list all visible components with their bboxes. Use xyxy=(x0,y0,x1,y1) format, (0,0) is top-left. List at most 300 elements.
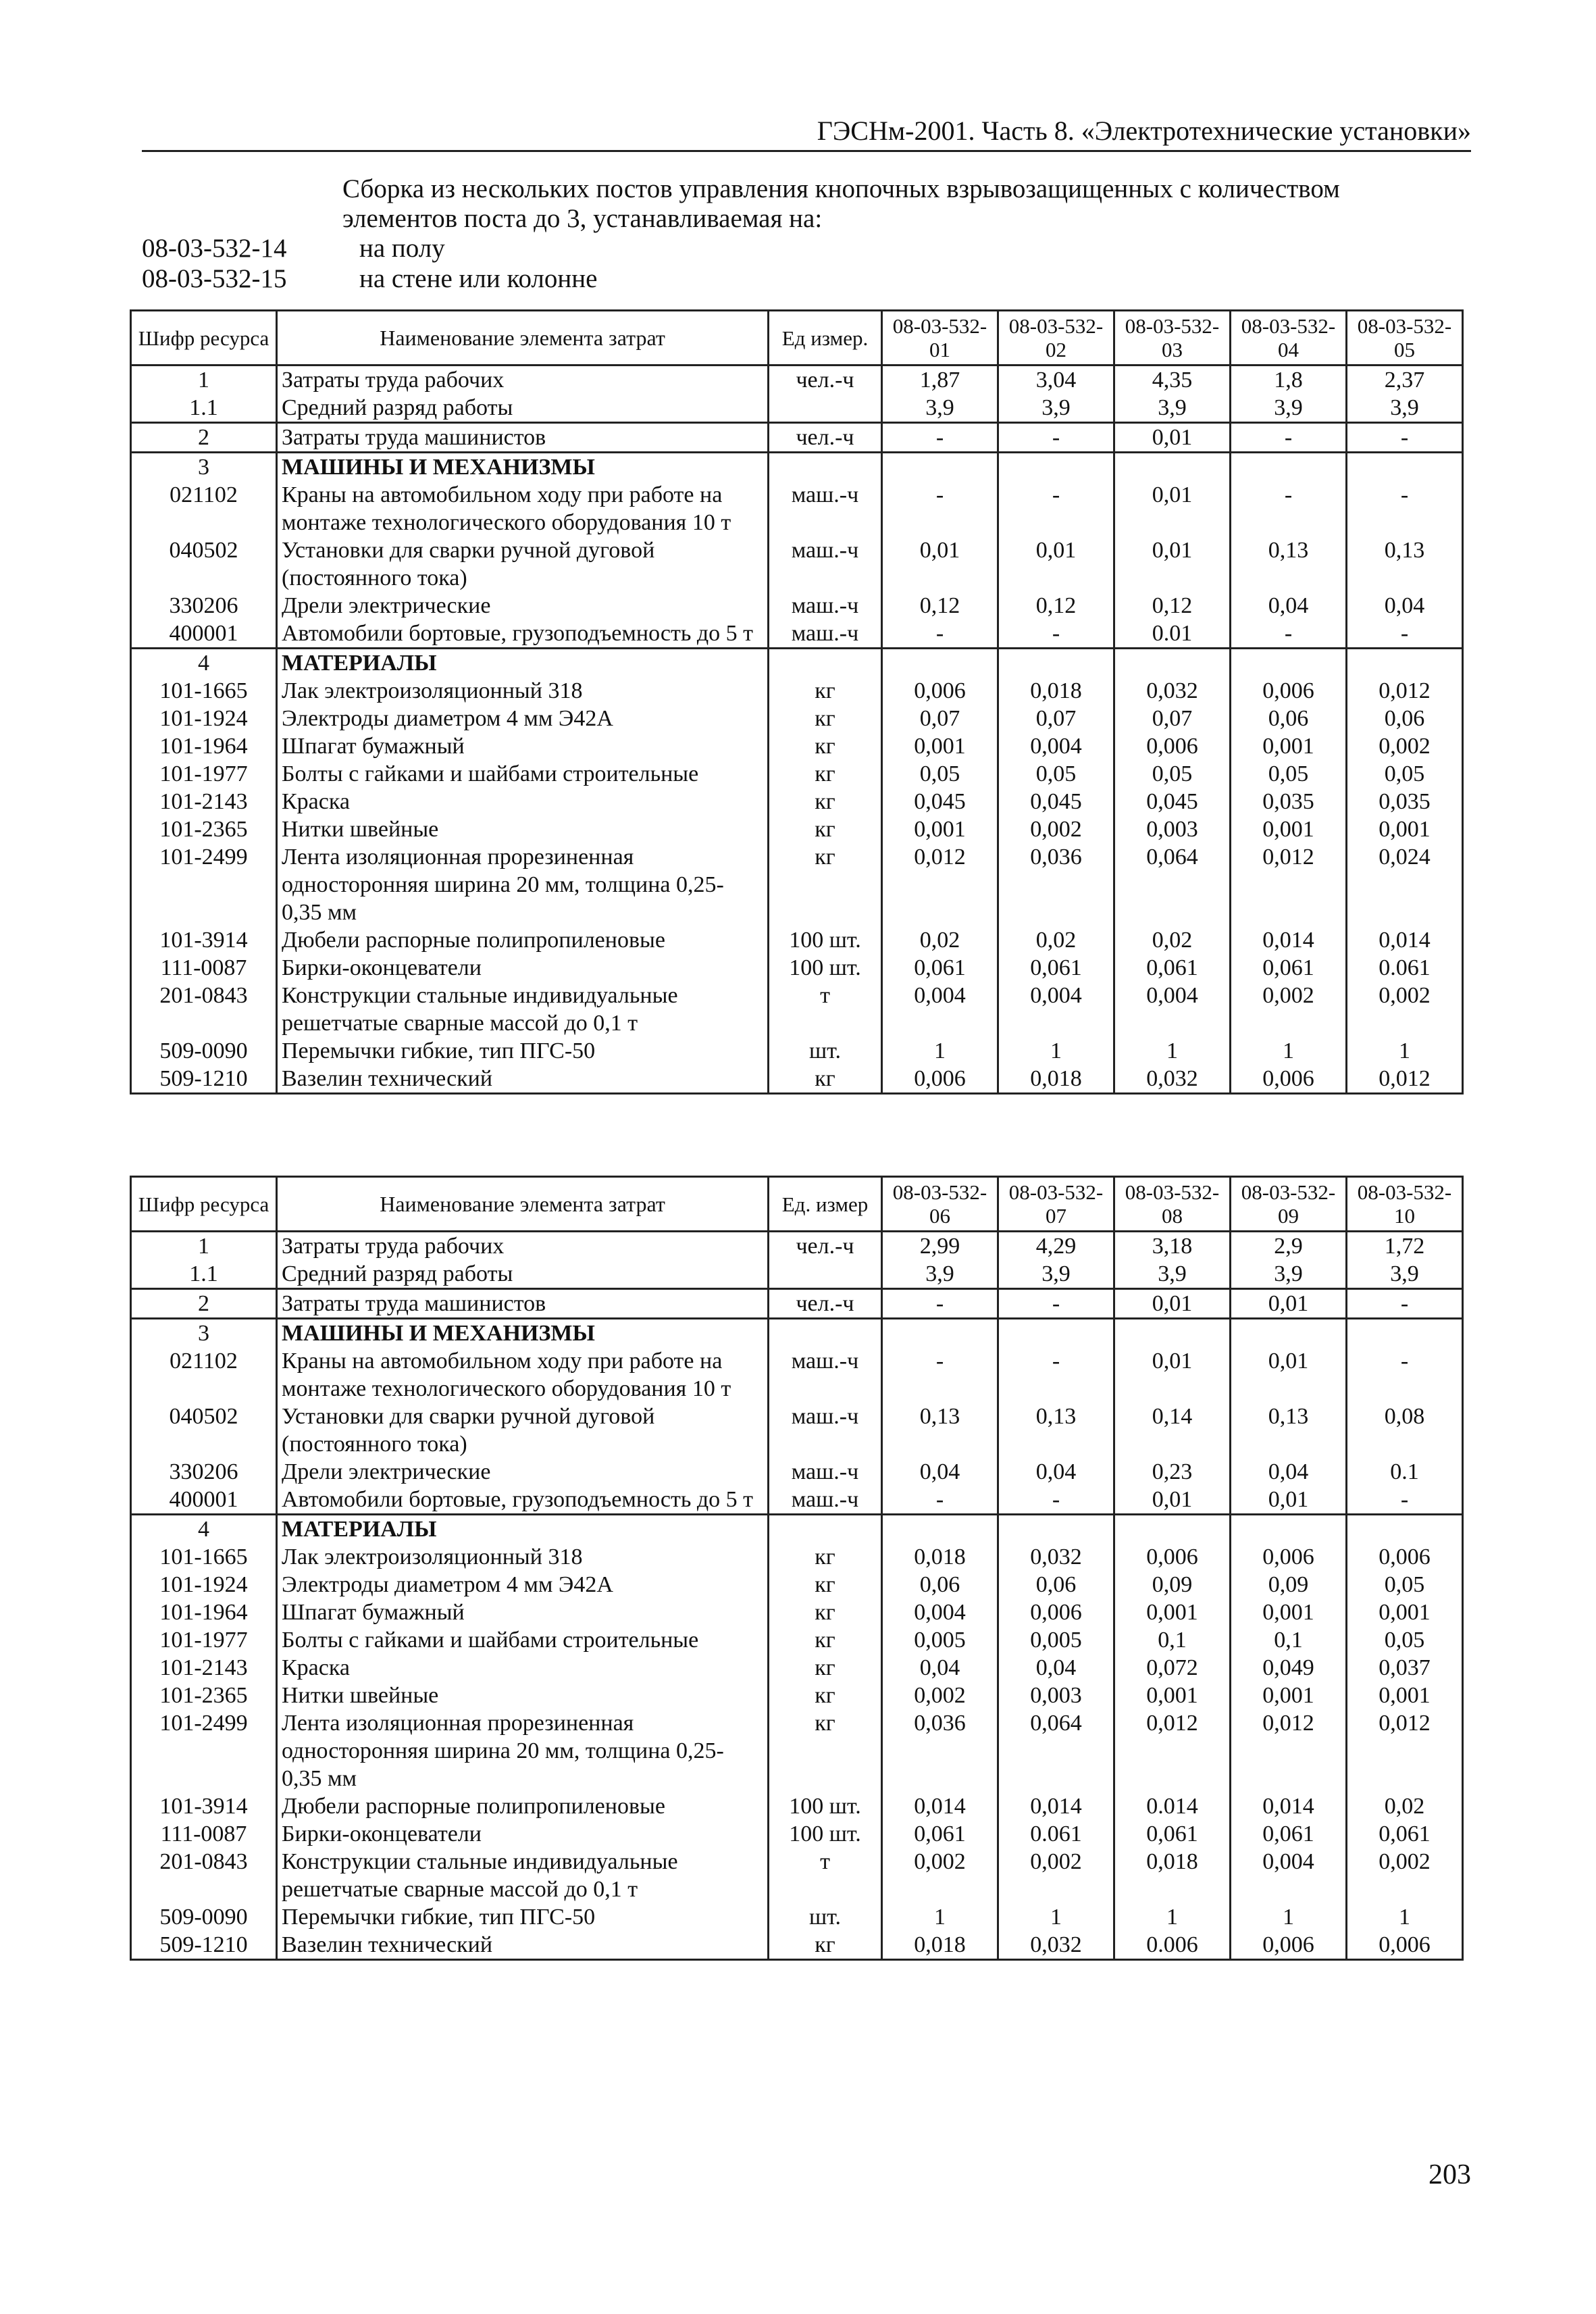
row-value: 0,006 xyxy=(1231,1931,1347,1960)
row-name: Электроды диаметром 4 мм Э42А xyxy=(277,1571,769,1599)
row-name: Перемычки гибкие, тип ПГС-50 xyxy=(277,1903,769,1931)
row-value: 0,002 xyxy=(1347,982,1463,1037)
row-value: 0,006 xyxy=(1347,1543,1463,1571)
row-value: 0,014 xyxy=(1231,1792,1347,1820)
table-row xyxy=(131,1486,1463,1515)
row-code: 021102 xyxy=(131,481,277,536)
row-value: 0,032 xyxy=(998,1931,1114,1960)
row-value: 3,9 xyxy=(882,394,998,423)
row-value: 3,04 xyxy=(998,366,1114,395)
row-value: 0,003 xyxy=(1114,815,1231,843)
row-value: 0,01 xyxy=(1114,1289,1231,1319)
row-value: 0,045 xyxy=(1114,788,1231,815)
row-name: Нитки швейные xyxy=(277,1682,769,1709)
row-value: 0,045 xyxy=(998,788,1114,815)
table-row xyxy=(131,982,1463,1037)
row-value: 0,061 xyxy=(1231,954,1347,982)
row-unit: кг xyxy=(769,760,882,788)
table-row xyxy=(131,620,1463,649)
row-unit: т xyxy=(769,1848,882,1903)
row-value: - xyxy=(1347,423,1463,453)
row-unit xyxy=(769,453,882,482)
row-value: 0,006 xyxy=(1347,1931,1463,1960)
row-value: 0,061 xyxy=(1347,1820,1463,1848)
header-norm-code: 08-03-532-02 xyxy=(998,311,1114,366)
row-name: Лак электроизоляционный 318 xyxy=(277,677,769,705)
row-value: 0,032 xyxy=(998,1543,1114,1571)
row-value: - xyxy=(998,423,1114,453)
table-row xyxy=(131,1626,1463,1654)
row-value: 0,001 xyxy=(882,815,998,843)
table-row xyxy=(131,366,1463,395)
table-row xyxy=(131,1260,1463,1289)
table-row xyxy=(131,1792,1463,1820)
row-value: 0,035 xyxy=(1231,788,1347,815)
row-value xyxy=(998,1319,1114,1348)
row-value: - xyxy=(882,423,998,453)
header-name: Наименование элемента затрат xyxy=(277,1177,769,1232)
row-value: 0,12 xyxy=(998,592,1114,620)
row-value: 0,14 xyxy=(1114,1403,1231,1458)
header-norm-code: 08-03-532-04 xyxy=(1231,311,1347,366)
row-code: 509-1210 xyxy=(131,1931,277,1960)
row-name: Установки для сварки ручной дуговой (постоянного тока) xyxy=(277,1403,769,1458)
row-value: 3,9 xyxy=(1114,1260,1231,1289)
table-row xyxy=(131,1903,1463,1931)
row-code: 101-2143 xyxy=(131,1654,277,1682)
row-value: 0,08 xyxy=(1347,1403,1463,1458)
row-code: 101-1964 xyxy=(131,1599,277,1626)
row-value: 0,001 xyxy=(1347,815,1463,843)
row-unit: кг xyxy=(769,705,882,732)
row-value: - xyxy=(882,481,998,536)
row-value xyxy=(1114,1515,1231,1544)
row-value: 3,9 xyxy=(998,394,1114,423)
row-value: 0,018 xyxy=(1114,1848,1231,1903)
row-unit: 100 шт. xyxy=(769,926,882,954)
row-value: 4,35 xyxy=(1114,366,1231,395)
row-value: 0,04 xyxy=(998,1654,1114,1682)
row-value: 0,002 xyxy=(882,1682,998,1709)
row-name: Затраты труда машинистов xyxy=(277,423,769,453)
table-row xyxy=(131,536,1463,592)
row-value: 0,006 xyxy=(882,1065,998,1094)
header-norm-code: 08-03-532-05 xyxy=(1347,311,1463,366)
row-value: 0,01 xyxy=(1114,1347,1231,1403)
item-text-14: на полу xyxy=(359,234,445,263)
row-value: 0,05 xyxy=(1347,1571,1463,1599)
row-value: 1,87 xyxy=(882,366,998,395)
row-value: 0,002 xyxy=(998,815,1114,843)
row-value: 0,1 xyxy=(1114,1626,1231,1654)
row-code: 330206 xyxy=(131,1458,277,1486)
intro-line-2: элементов поста до 3, устанавливаемая на: xyxy=(342,204,823,233)
row-unit xyxy=(769,649,882,678)
row-value xyxy=(882,1515,998,1544)
row-value: 0,05 xyxy=(1347,1626,1463,1654)
row-unit: 100 шт. xyxy=(769,1820,882,1848)
row-value: 0,032 xyxy=(1114,1065,1231,1094)
row-value: 0,061 xyxy=(998,954,1114,982)
row-value: 0,05 xyxy=(882,760,998,788)
row-code: 101-3914 xyxy=(131,926,277,954)
row-code: 509-0090 xyxy=(131,1903,277,1931)
row-code: 101-2143 xyxy=(131,788,277,815)
row-value: - xyxy=(998,1289,1114,1319)
table-row xyxy=(131,1599,1463,1626)
row-value: 0,037 xyxy=(1347,1654,1463,1682)
row-unit xyxy=(769,1515,882,1544)
item-text-15: на стене или колонне xyxy=(359,264,598,293)
row-value xyxy=(882,1319,998,1348)
row-value: - xyxy=(1347,1289,1463,1319)
row-value: 0,064 xyxy=(998,1709,1114,1792)
table-row xyxy=(131,453,1463,482)
row-value: 0,07 xyxy=(882,705,998,732)
table-row xyxy=(131,649,1463,678)
row-value xyxy=(998,1515,1114,1544)
table-row xyxy=(131,1515,1463,1544)
row-unit: чел.-ч xyxy=(769,1289,882,1319)
row-name: Дюбели распорные полипропиленовые xyxy=(277,926,769,954)
row-value xyxy=(1114,1319,1231,1348)
row-value: 0,04 xyxy=(998,1458,1114,1486)
row-value: 0,002 xyxy=(1347,732,1463,760)
row-unit: маш.-ч xyxy=(769,1347,882,1403)
row-value: 1 xyxy=(1114,1037,1231,1065)
row-code: 1.1 xyxy=(131,394,277,423)
row-value: 0,004 xyxy=(998,732,1114,760)
row-code: 111-0087 xyxy=(131,954,277,982)
table-row xyxy=(131,843,1463,926)
row-unit: кг xyxy=(769,788,882,815)
row-name: Лак электроизоляционный 318 xyxy=(277,1543,769,1571)
row-code: 201-0843 xyxy=(131,982,277,1037)
row-code: 101-2365 xyxy=(131,1682,277,1709)
row-name: Шпагат бумажный xyxy=(277,732,769,760)
row-code: 330206 xyxy=(131,592,277,620)
row-value: 0,032 xyxy=(1114,677,1231,705)
row-name: МАШИНЫ И МЕХАНИЗМЫ xyxy=(277,1319,769,1348)
row-code: 509-0090 xyxy=(131,1037,277,1065)
row-value: 0,003 xyxy=(998,1682,1114,1709)
row-value: 3,9 xyxy=(998,1260,1114,1289)
row-value: - xyxy=(1347,620,1463,649)
table-row xyxy=(131,1347,1463,1403)
table-header-row xyxy=(131,1177,1463,1232)
row-value: 3,18 xyxy=(1114,1232,1231,1261)
row-value: 0.01 xyxy=(1114,620,1231,649)
intro-line-1: Сборка из нескольких постов управления кнопочных взрывозащищенных с количеством xyxy=(342,174,1340,203)
row-value: 0,002 xyxy=(1347,1848,1463,1903)
row-value: 0,001 xyxy=(1347,1599,1463,1626)
row-unit: чел.-ч xyxy=(769,366,882,395)
row-value: 0,01 xyxy=(1231,1289,1347,1319)
header-code: Шифр ресурса xyxy=(131,1177,277,1232)
row-value: 3,9 xyxy=(1114,394,1231,423)
table-row xyxy=(131,732,1463,760)
row-value: 0,061 xyxy=(882,954,998,982)
row-unit: кг xyxy=(769,1682,882,1709)
row-value xyxy=(998,453,1114,482)
table-row xyxy=(131,1931,1463,1960)
row-value: 0,005 xyxy=(998,1626,1114,1654)
row-value: 0,014 xyxy=(1231,926,1347,954)
row-code: 101-1924 xyxy=(131,705,277,732)
row-value: 0,061 xyxy=(1231,1820,1347,1848)
row-value: 0.1 xyxy=(1347,1458,1463,1486)
row-value: 0,061 xyxy=(1114,1820,1231,1848)
row-name: Конструкции стальные индивидуальные решетчатые сварные массой до 0,1 т xyxy=(277,982,769,1037)
row-value: 4,29 xyxy=(998,1232,1114,1261)
row-unit xyxy=(769,394,882,423)
row-code: 201-0843 xyxy=(131,1848,277,1903)
row-value: 0,001 xyxy=(1231,1682,1347,1709)
row-unit: кг xyxy=(769,843,882,926)
row-value: 1 xyxy=(1231,1037,1347,1065)
row-name: Краска xyxy=(277,788,769,815)
row-code: 101-1964 xyxy=(131,732,277,760)
row-code: 101-1924 xyxy=(131,1571,277,1599)
row-value: 0,001 xyxy=(1114,1682,1231,1709)
row-value: 0,072 xyxy=(1114,1654,1231,1682)
row-name: Бирки-оконцеватели xyxy=(277,954,769,982)
row-value: 0,064 xyxy=(1114,843,1231,926)
table-row xyxy=(131,1709,1463,1792)
row-value: 0.014 xyxy=(1114,1792,1231,1820)
row-value: 0,006 xyxy=(1114,1543,1231,1571)
row-value: 0,002 xyxy=(882,1848,998,1903)
header-name: Наименование элемента затрат xyxy=(277,311,769,366)
row-value: 0,004 xyxy=(1231,1848,1347,1903)
header-norm-code: 08-03-532-08 xyxy=(1114,1177,1231,1232)
table-header-row xyxy=(131,311,1463,366)
row-value: - xyxy=(1231,620,1347,649)
row-value: 0,01 xyxy=(1114,423,1231,453)
row-value: - xyxy=(882,620,998,649)
row-value: 0,006 xyxy=(1231,677,1347,705)
header-norm-code: 08-03-532-06 xyxy=(882,1177,998,1232)
row-name: Автомобили бортовые, грузоподъемность до 5 т xyxy=(277,620,769,649)
row-unit: маш.-ч xyxy=(769,1403,882,1458)
row-value xyxy=(1347,1319,1463,1348)
row-value: 0,12 xyxy=(1114,592,1231,620)
row-value: 0,04 xyxy=(1231,1458,1347,1486)
row-value: 0,06 xyxy=(1347,705,1463,732)
row-unit: маш.-ч xyxy=(769,481,882,536)
row-value: 0,012 xyxy=(1231,843,1347,926)
row-code: 101-1977 xyxy=(131,760,277,788)
row-value: - xyxy=(1347,1486,1463,1515)
row-value: 0,012 xyxy=(1347,677,1463,705)
header-title: ГЭСНм-2001. Часть 8. «Электротехнические установки» xyxy=(817,116,1471,146)
row-value: 0,004 xyxy=(1114,982,1231,1037)
row-value: 0,004 xyxy=(882,1599,998,1626)
row-unit: кг xyxy=(769,1599,882,1626)
row-value: 0,01 xyxy=(882,536,998,592)
row-value: 0,006 xyxy=(1231,1543,1347,1571)
row-name: Средний разряд работы xyxy=(277,1260,769,1289)
row-value: 0,06 xyxy=(998,1571,1114,1599)
row-unit: шт. xyxy=(769,1903,882,1931)
row-value: 0,09 xyxy=(1231,1571,1347,1599)
table-row xyxy=(131,705,1463,732)
row-unit: кг xyxy=(769,1065,882,1094)
row-value: 0,061 xyxy=(1114,954,1231,982)
row-code: 1 xyxy=(131,366,277,395)
table-row xyxy=(131,1654,1463,1682)
row-value: 0,045 xyxy=(882,788,998,815)
row-name: Автомобили бортовые, грузоподъемность до 5 т xyxy=(277,1486,769,1515)
row-value: 0,01 xyxy=(1114,536,1231,592)
row-value: 2,37 xyxy=(1347,366,1463,395)
row-value: 0,014 xyxy=(882,1792,998,1820)
row-value: 0,036 xyxy=(998,843,1114,926)
row-value: - xyxy=(1347,481,1463,536)
header-code: Шифр ресурса xyxy=(131,311,277,366)
row-name: МАШИНЫ И МЕХАНИЗМЫ xyxy=(277,453,769,482)
row-value: 0,018 xyxy=(998,677,1114,705)
row-value: 0,01 xyxy=(1231,1486,1347,1515)
row-value: 0,002 xyxy=(1231,982,1347,1037)
row-code: 040502 xyxy=(131,1403,277,1458)
row-value: 1,8 xyxy=(1231,366,1347,395)
row-value: 0,001 xyxy=(1231,1599,1347,1626)
header-norm-code: 08-03-532-03 xyxy=(1114,311,1231,366)
row-value: 0,018 xyxy=(882,1931,998,1960)
row-value: 0,01 xyxy=(998,536,1114,592)
header-norm-code: 08-03-532-09 xyxy=(1231,1177,1347,1232)
row-value: 0,004 xyxy=(998,982,1114,1037)
table-row xyxy=(131,1820,1463,1848)
row-value xyxy=(1347,1515,1463,1544)
row-value: 0,012 xyxy=(1347,1709,1463,1792)
row-code: 400001 xyxy=(131,1486,277,1515)
row-value: 0,02 xyxy=(1114,926,1231,954)
row-value: 0.061 xyxy=(1347,954,1463,982)
row-value: 1 xyxy=(1231,1903,1347,1931)
row-code: 3 xyxy=(131,1319,277,1348)
row-value: 0,06 xyxy=(882,1571,998,1599)
row-value: 0,02 xyxy=(1347,1792,1463,1820)
row-value: 3,9 xyxy=(882,1260,998,1289)
row-name: Вазелин технический xyxy=(277,1931,769,1960)
row-code: 111-0087 xyxy=(131,1820,277,1848)
row-code: 101-2499 xyxy=(131,1709,277,1792)
row-unit: 100 шт. xyxy=(769,1792,882,1820)
table-row xyxy=(131,815,1463,843)
header-norm-code: 08-03-532-07 xyxy=(998,1177,1114,1232)
row-value xyxy=(1231,1319,1347,1348)
row-unit: кг xyxy=(769,1931,882,1960)
table-row xyxy=(131,1319,1463,1348)
row-value: 0,01 xyxy=(1231,1347,1347,1403)
row-value: 0,014 xyxy=(998,1792,1114,1820)
row-name: Дюбели распорные полипропиленовые xyxy=(277,1792,769,1820)
row-value: 2,9 xyxy=(1231,1232,1347,1261)
row-value: - xyxy=(882,1289,998,1319)
row-code: 040502 xyxy=(131,536,277,592)
row-value: 0,012 xyxy=(882,843,998,926)
table-row xyxy=(131,423,1463,453)
row-value: 1 xyxy=(998,1037,1114,1065)
row-name: Бирки-оконцеватели xyxy=(277,1820,769,1848)
row-value: 0,005 xyxy=(882,1626,998,1654)
row-name: Перемычки гибкие, тип ПГС-50 xyxy=(277,1037,769,1065)
table-row xyxy=(131,394,1463,423)
row-value: 0,1 xyxy=(1231,1626,1347,1654)
row-name: Лента изоляционная прорезиненная односторонняя ширина 20 мм, толщина 0,25-0,35 мм xyxy=(277,843,769,926)
row-value: 0,035 xyxy=(1347,788,1463,815)
row-code: 4 xyxy=(131,1515,277,1544)
table-row xyxy=(131,1682,1463,1709)
row-value xyxy=(1114,649,1231,678)
row-unit: 100 шт. xyxy=(769,954,882,982)
running-header xyxy=(142,114,1471,152)
row-value: - xyxy=(998,1347,1114,1403)
row-value: 1 xyxy=(1347,1037,1463,1065)
row-name: Лента изоляционная прорезиненная односторонняя ширина 20 мм, толщина 0,25-0,35 мм xyxy=(277,1709,769,1792)
row-code: 101-1977 xyxy=(131,1626,277,1654)
row-value: 3,9 xyxy=(1231,394,1347,423)
row-unit: кг xyxy=(769,1709,882,1792)
row-unit: шт. xyxy=(769,1037,882,1065)
row-value: 0,006 xyxy=(1114,732,1231,760)
header-unit: Ед. измер xyxy=(769,1177,882,1232)
row-value: 0,018 xyxy=(882,1543,998,1571)
row-value: 0,004 xyxy=(882,982,998,1037)
row-value: 0,061 xyxy=(882,1820,998,1848)
row-value: - xyxy=(882,1486,998,1515)
row-value: 0,04 xyxy=(1347,592,1463,620)
row-name: Установки для сварки ручной дуговой (постоянного тока) xyxy=(277,536,769,592)
row-name: Дрели электрические xyxy=(277,592,769,620)
row-name: Затраты труда рабочих xyxy=(277,1232,769,1261)
table-row xyxy=(131,592,1463,620)
row-value: - xyxy=(1231,481,1347,536)
row-code: 4 xyxy=(131,649,277,678)
row-value: 0,01 xyxy=(1114,481,1231,536)
row-name: МАТЕРИАЛЫ xyxy=(277,649,769,678)
resource-table-2 xyxy=(130,1176,1464,1961)
row-code: 400001 xyxy=(131,620,277,649)
row-value: 0,09 xyxy=(1114,1571,1231,1599)
row-name: МАТЕРИАЛЫ xyxy=(277,1515,769,1544)
row-name: Болты с гайками и шайбами строительные xyxy=(277,1626,769,1654)
table-row xyxy=(131,926,1463,954)
row-value: 0,05 xyxy=(1231,760,1347,788)
row-value xyxy=(998,649,1114,678)
row-code: 021102 xyxy=(131,1347,277,1403)
row-unit xyxy=(769,1260,882,1289)
table-row xyxy=(131,481,1463,536)
row-value: 1 xyxy=(882,1037,998,1065)
row-unit: кг xyxy=(769,1654,882,1682)
row-value: 0,002 xyxy=(998,1848,1114,1903)
row-value: 0,012 xyxy=(1347,1065,1463,1094)
row-value: 0,23 xyxy=(1114,1458,1231,1486)
row-name: Краны на автомобильном ходу при работе на монтаже технологического оборудования 10 т xyxy=(277,1347,769,1403)
row-name: Электроды диаметром 4 мм Э42А xyxy=(277,705,769,732)
row-value: - xyxy=(998,1486,1114,1515)
row-name: Нитки швейные xyxy=(277,815,769,843)
item-code-14: 08-03-532-14 xyxy=(142,234,287,263)
row-name: Шпагат бумажный xyxy=(277,1599,769,1626)
row-code: 101-2365 xyxy=(131,815,277,843)
row-value: 3,9 xyxy=(1231,1260,1347,1289)
row-code: 509-1210 xyxy=(131,1065,277,1094)
row-unit: кг xyxy=(769,732,882,760)
